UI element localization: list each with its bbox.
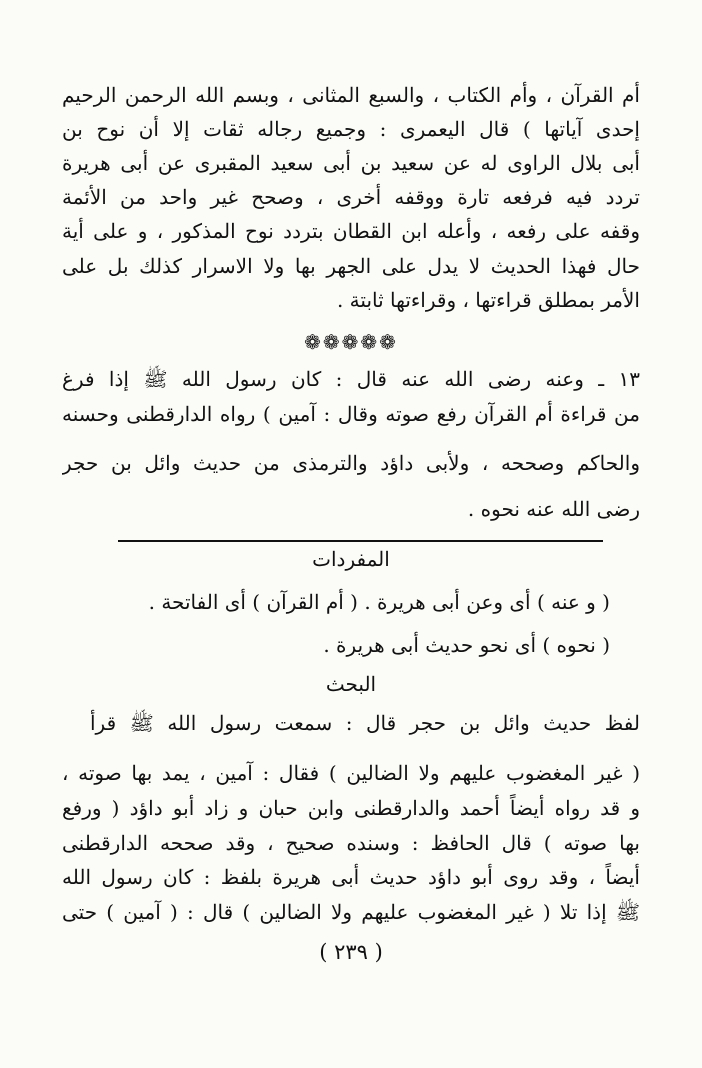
text-line: من قراءة أم القرآن رفع صوته وقال : آمين ) رواه الدارقطنى وحسنه: [62, 402, 640, 426]
text-line: رضى الله عنه نحوه .: [467, 497, 640, 521]
text-line: ﷺ إذا تلا ( غير المغضوب عليهم ولا الضالين ) قال : ( آمين ) حتى: [62, 900, 640, 924]
heading-bahth: البحث: [325, 672, 377, 696]
text-line: إحدى آياتها ) قال اليعمرى : وجميع رجاله ثقات إلا أن نوح بن: [62, 117, 640, 141]
vocab-line: ( نحوه ) أى نحو حديث أبى هريرة .: [323, 633, 610, 657]
footnote-divider: [118, 540, 603, 542]
page-number: ( ٢٣٩ ): [319, 940, 383, 964]
text-line: والحاكم وصححه ، ولأبى داؤد والترمذى من حديث وائل بن حجر: [62, 451, 640, 475]
text-line: تردد فيه فرفعه تارة ووقفه أخرى ، وصحح غير واحد من الأئمة: [62, 185, 640, 209]
text-line: بها صوته ) قال الحافظ : وسنده صحيح ، وقد صححه الدارقطنى: [62, 831, 640, 855]
text-line: أيضاً ، وقد روى أبو داؤد حديث أبى هريرة بلفظ : كان رسول الله: [62, 865, 640, 889]
text-line: حال فهذا الحديث لا يدل على الجهر بها ولا الاسرار كذلك بل على: [62, 254, 640, 278]
text-line: و قد رواه أيضاً أحمد والدارقطنى وابن حبان و زاد أبو داؤد ( ورفع: [62, 796, 640, 820]
text-line: وقفه على رفعه ، وأعله ابن القطان بتردد نوح المذكور ، و على أية: [62, 219, 640, 243]
text-line: أم القرآن ، وأم الكتاب ، والسبع المثانى ، وبسم الله الرحمن الرحيم: [62, 83, 640, 107]
heading-mufradat: المفردات: [312, 547, 390, 571]
vocab-line: ( و عنه ) أى وعن أبى هريرة . ( أم القرآن ) أى الفاتحة .: [148, 590, 610, 614]
text-line: ١٣ ـ وعنه رضى الله عنه قال : كان رسول الله ﷺ إذا فرغ: [62, 367, 640, 391]
text-line: أبى بلال الراوى له عن سعيد بن أبى سعيد المقبرى عن أبى هريرة: [62, 151, 640, 175]
section-ornament: ❁❁❁❁❁: [304, 330, 398, 354]
text-line: ( غير المغضوب عليهم ولا الضالين ) فقال : آمين ، يمد بها صوته ،: [62, 761, 640, 785]
text-line: لفظ حديث وائل بن حجر قال : سمعت رسول الله ﷺ قرأ: [90, 711, 640, 735]
text-line: الأمر بمطلق قراءتها ، وقراءتها ثابتة .: [336, 288, 640, 312]
